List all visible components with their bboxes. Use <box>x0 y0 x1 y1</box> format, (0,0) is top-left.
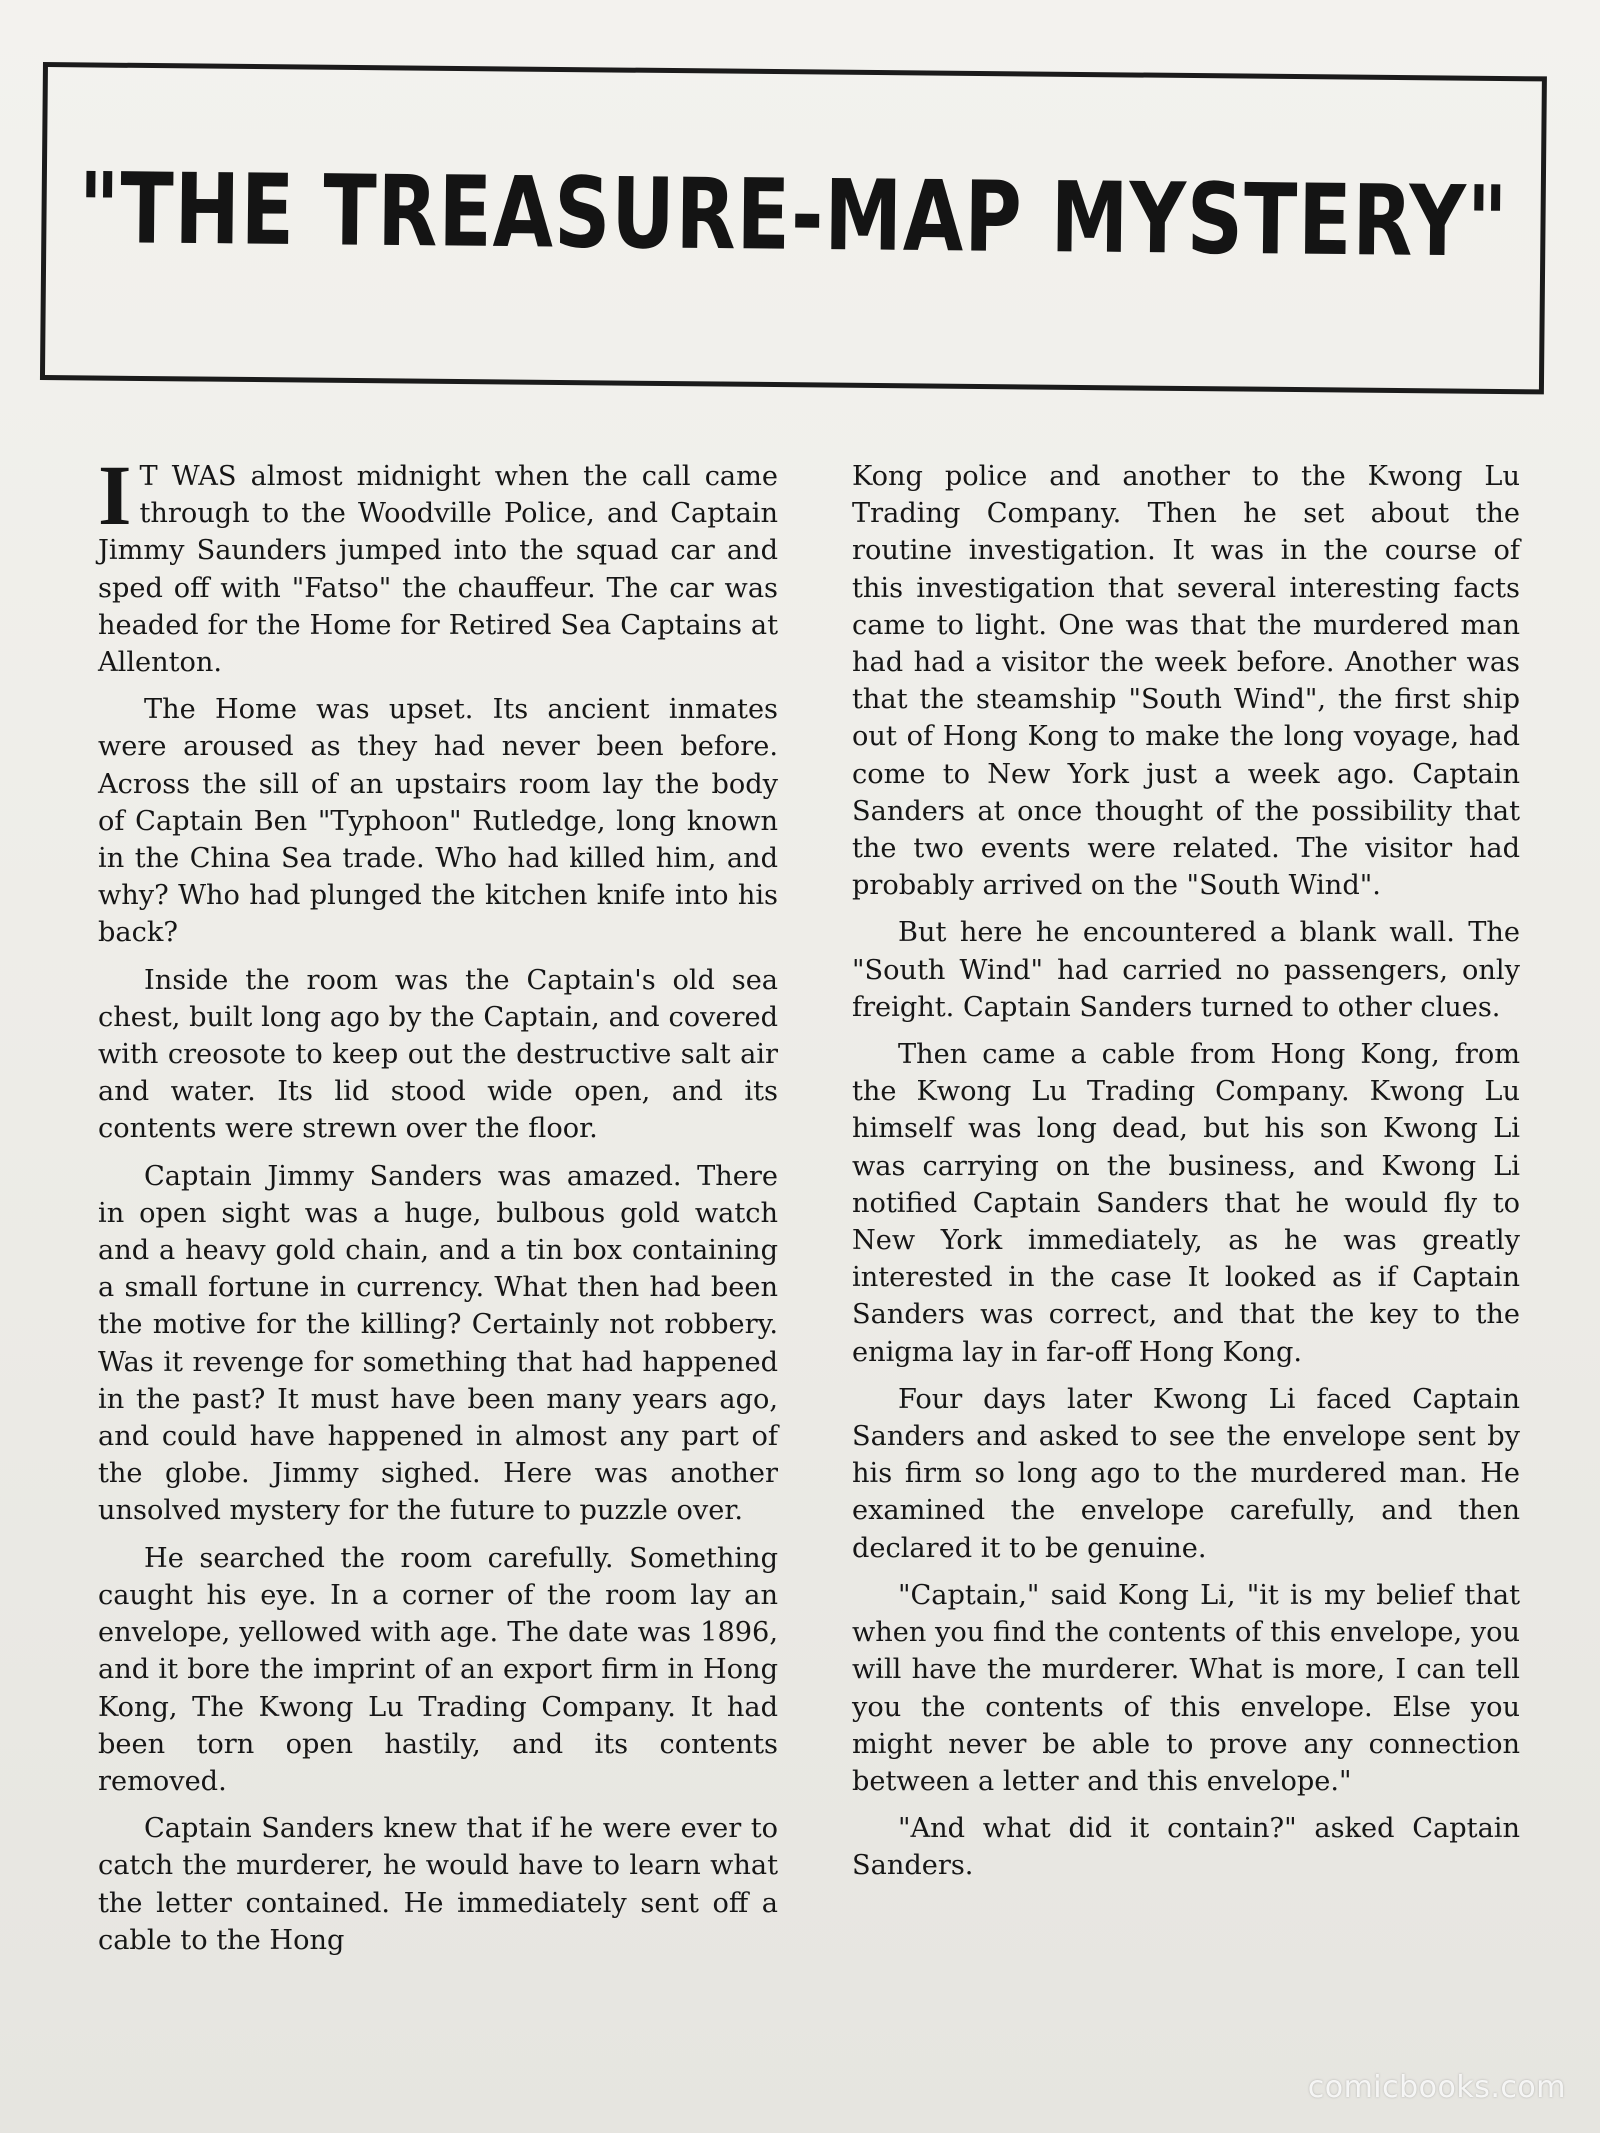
paragraph <box>98 447 778 681</box>
paragraph: Captain Jimmy Sanders was amazed. There in open sight was a huge, bulbous gold watch and a heavy gold chain, and a tin box containing a small fortune in currency. What then had been the motive for the killing? Certainly not robbery. Was it revenge for something that had happened in the past? It must have been many years ago, and could have happened in almost any part of the globe. Jimmy sighed. Here was another unsolved mystery for the future to puzzle over. <box>98 1160 778 1527</box>
right-column <box>852 458 1520 1895</box>
paragraph: "Captain," said Kong Li, "it is my belief that when you find the contents of this envelope, you will have the murderer. What is more, I can tell you the contents of this envelope. Else you might never be able to prove any connection between a letter and this envelope." <box>852 1579 1520 1797</box>
title-box <box>40 62 1547 394</box>
drop-cap: I <box>98 447 132 543</box>
paragraph: The Home was upset. Its ancient inmates were aroused as they had never been before. Across the sill of an upstairs room lay the body of Captain Ben "Typhoon" Rutledge, long known in the China Sea trade. Who had killed him, and why? Who had plunged the kitchen knife into his back? <box>98 694 778 949</box>
paragraph: Captain Sanders knew that if he were ever to catch the murderer, he would have to learn what the letter contained. He immediately sent off a cable to the Hong <box>98 1813 778 1956</box>
story-title: "THE TREASURE-MAP MYSTERY" <box>78 153 1509 280</box>
paragraph: But here he encountered a blank wall. The "South Wind" had carried no passengers, only freight. Captain Sanders turned to other clues. <box>852 917 1520 1023</box>
paragraph: Then came a cable from Hong Kong, from the Kwong Lu Trading Company. Kwong Lu himself was long dead, but his son Kwong Li was carrying on the business, and Kwong Li notified Captain Sanders that he would fly to New York immediately, as he was greatly interested in the case It looked as if Captain Sanders was correct, and that the key to the enigma lay in far-off Hong Kong. <box>852 1039 1520 1368</box>
paragraph: "And what did it contain?" asked Captain Sanders. <box>852 1813 1520 1882</box>
left-column <box>98 447 778 1969</box>
paragraph: He searched the room carefully. Something caught his eye. In a corner of the room lay an envelope, yellowed with age. The date was 1896, and it bore the imprint of an export firm in Hong Kong, The Kwong Lu Trading Company. It had been torn open hastily, and its contents removed. <box>98 1542 778 1797</box>
paragraph: Kong police and another to the Kwong Lu Trading Company. Then he set about the routine investigation. It was in the course of this investigation that several interesting facts came to light. One was that the murdered man had had a visitor the week before. Another was that the steamship "South Wind", the first ship out of Hong Kong to make the long voyage, had come to New York just a week ago. Captain Sanders at once thought of the possibility that the two events were related. The visitor had probably arrived on the "South Wind". <box>852 461 1520 902</box>
watermark: comicbooks.com <box>1307 2070 1566 2105</box>
paragraph-text: T WAS almost midnight when the call came through to the Woodville Police, and Captain Jimmy Saunders jumped into the squad car and sped off with "Fatso" the chauffeur. The car was headed for the Home for Retired Sea Captains at Allenton. <box>98 461 778 679</box>
paragraph: Four days later Kwong Li faced Captain Sanders and asked to see the envelope sent by his firm so long ago to the murdered man. He examined the envelope carefully, and then declared it to be genuine. <box>852 1383 1520 1564</box>
paragraph: Inside the room was the Captain's old sea chest, built long ago by the Captain, and covered with creosote to keep out the destructive salt air and water. Its lid stood wide open, and its contents were strewn over the floor. <box>98 964 778 1145</box>
